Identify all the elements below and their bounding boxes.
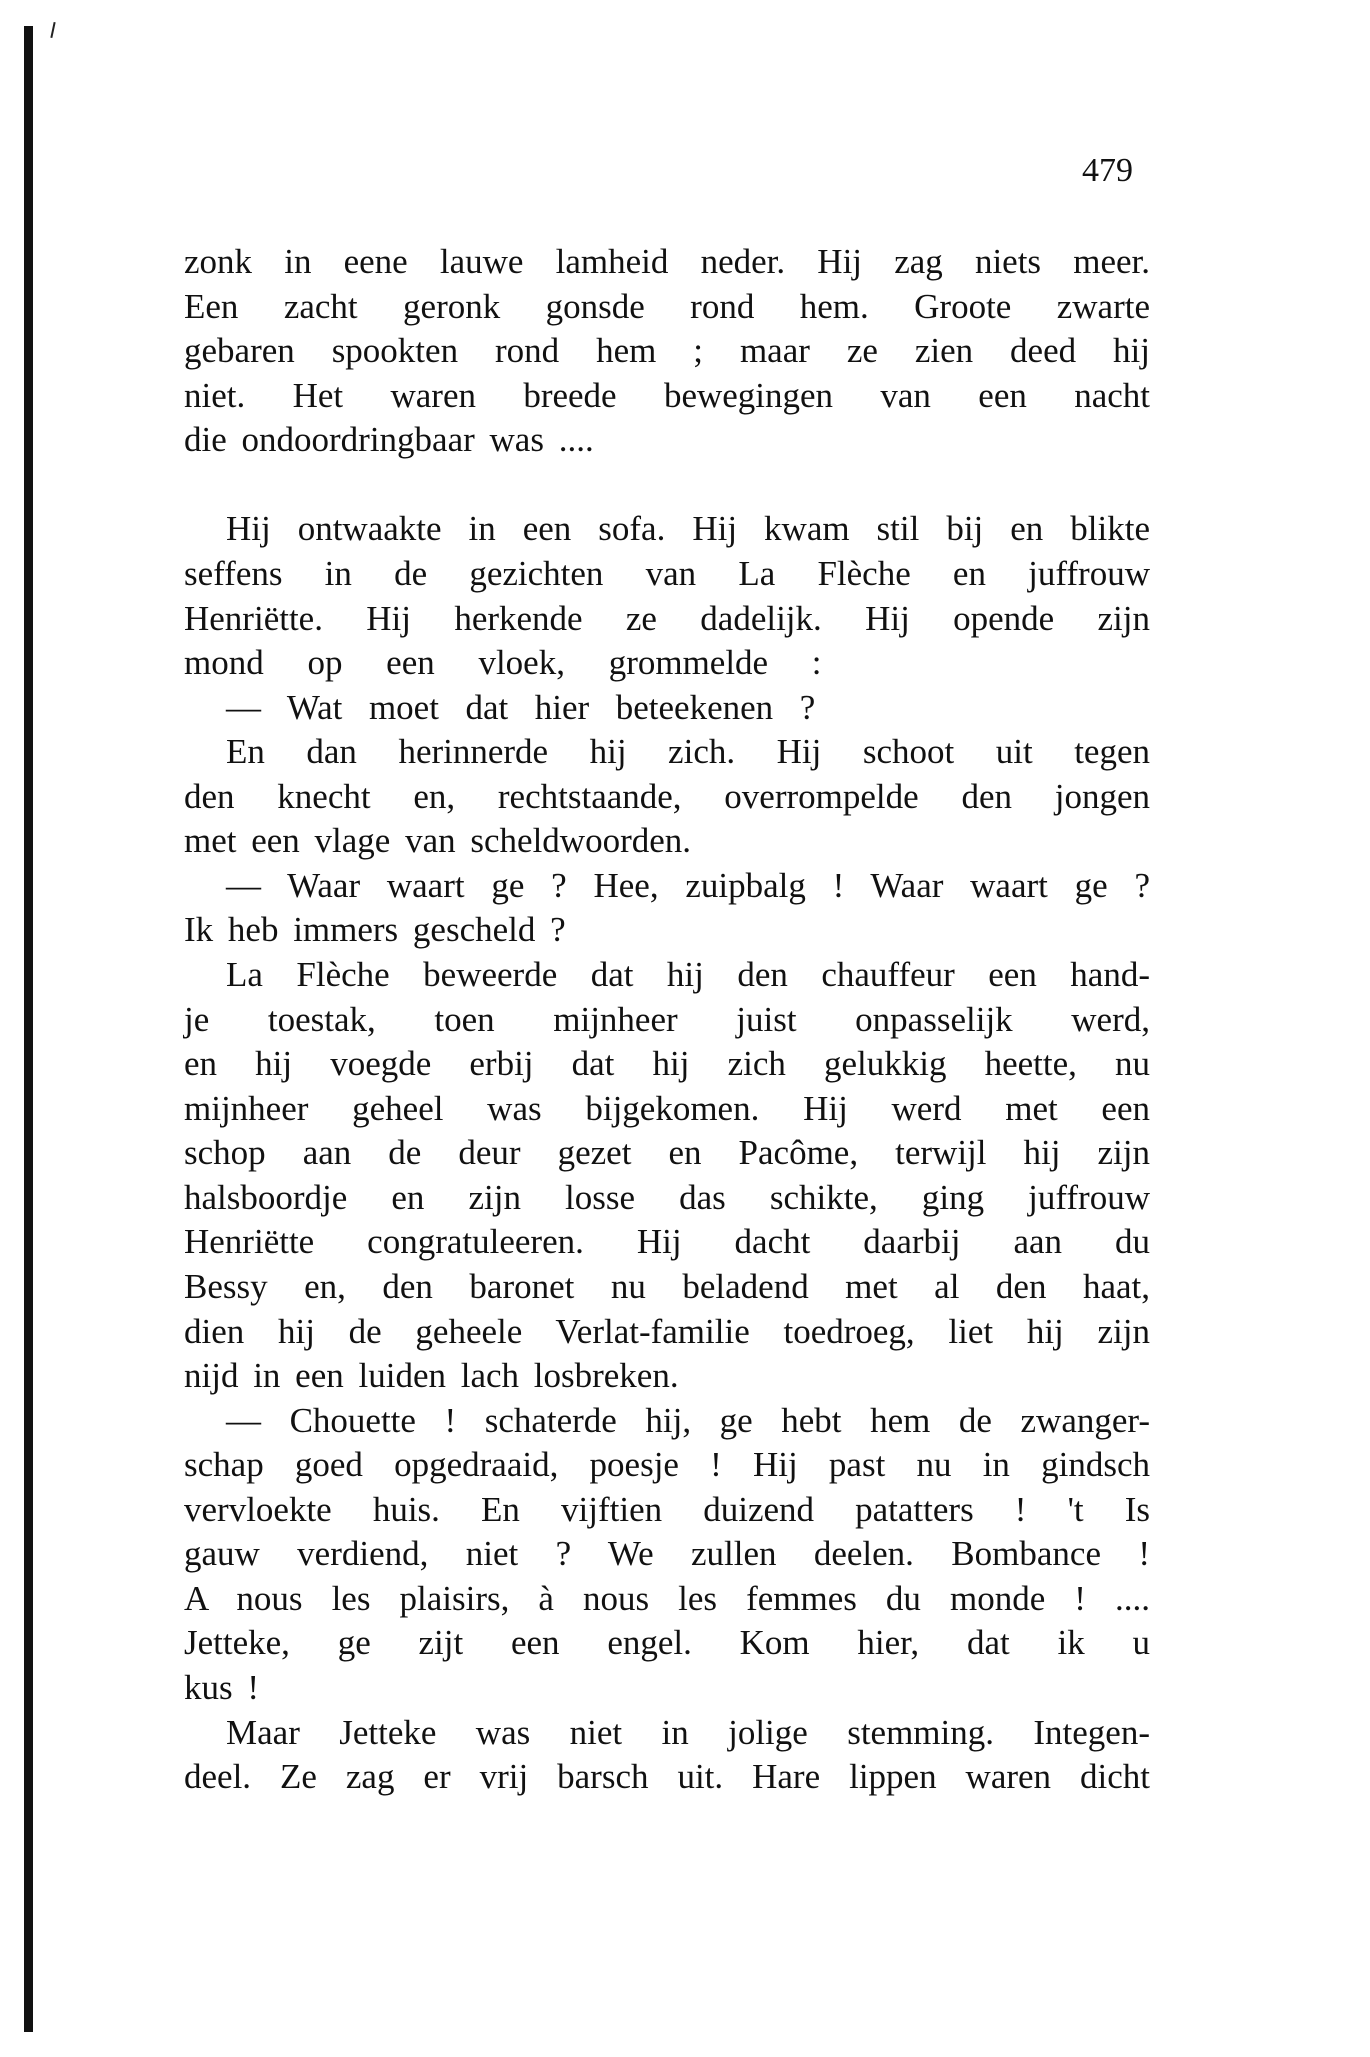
text-line: den knecht en, rechtstaande, overrompelde den jongen	[184, 776, 1150, 816]
text-line: deel. Ze zag er vrij barsch uit. Hare lippen waren dicht	[184, 1757, 1150, 1797]
text-line: zonk in eene lauwe lamheid neder. Hij zag niets meer.	[184, 242, 1150, 281]
text-line: mond op een vloek, grommelde :	[184, 643, 822, 683]
text-line: Een zacht geronk gonsde rond hem. Groote zwarte	[184, 286, 1150, 326]
text-line: gauw verdiend, niet ? We zullen deelen. Bombance !	[184, 1534, 1150, 1574]
text-line: Ik heb immers gescheld ?	[184, 910, 566, 950]
text-line: Hij ontwaakte in een sofa. Hij kwam stil bij en blikte	[226, 509, 1150, 549]
text-line: kus !	[184, 1668, 260, 1707]
text-line: die ondoordringbaar was ....	[184, 420, 594, 460]
text-line: Maar Jetteke was niet in jolige stemming. Integen-	[226, 1712, 1150, 1752]
text-line: Henriëtte congratuleeren. Hij dacht daarbij aan du	[184, 1222, 1150, 1262]
text-line: schap goed opgedraaid, poesje ! Hij past nu in gindsch	[184, 1445, 1150, 1485]
text-line: Henriëtte. Hij herkende ze dadelijk. Hij opende zijn	[184, 598, 1150, 638]
text-line: je toestak, toen mijnheer juist onpasselijk werd,	[184, 999, 1150, 1039]
text-line: niet. Het waren breede bewegingen van een nacht	[184, 375, 1150, 415]
page-edge-shadow	[24, 26, 33, 2032]
scan-mark	[50, 22, 55, 38]
text-line: Jetteke, ge zijt een engel. Kom hier, dat ik u	[184, 1623, 1150, 1663]
text-line: La Flèche beweerde dat hij den chauffeur een hand-	[226, 955, 1150, 994]
text-line: mijnheer geheel was bijgekomen. Hij werd met een	[184, 1088, 1150, 1128]
text-line: — Chouette ! schaterde hij, ge hebt hem de zwanger-	[226, 1400, 1150, 1440]
text-line: seffens in de gezichten van La Flèche en juffrouw	[184, 553, 1150, 593]
body-text	[184, 240, 1150, 1800]
text-line: — Wat moet dat hier beteekenen ?	[226, 687, 816, 727]
text-line: schop aan de deur gezet en Pacôme, terwijl hij zijn	[184, 1133, 1150, 1173]
text-line: — Waar waart ge ? Hee, zuipbalg ! Waar waart ge ?	[226, 865, 1150, 905]
text-line: gebaren spookten rond hem ; maar ze zien deed hij	[184, 331, 1150, 371]
text-line: En dan herinnerde hij zich. Hij schoot uit tegen	[226, 732, 1150, 772]
text-line: vervloekte huis. En vijftien duizend patatters ! 't Is	[184, 1489, 1150, 1529]
text-line: dien hij de geheele Verlat-familie toedroeg, liet hij zijn	[184, 1311, 1150, 1351]
text-line: halsboordje en zijn losse das schikte, ging juffrouw	[184, 1177, 1150, 1217]
text-line: Bessy en, den baronet nu beladend met al den haat,	[184, 1266, 1150, 1306]
text-line: met een vlage van scheldwoorden.	[184, 821, 692, 861]
page-number: 479	[1082, 152, 1133, 189]
text-line: A nous les plaisirs, à nous les femmes du monde ! ....	[184, 1578, 1150, 1618]
text-line: nijd in een luiden lach losbreken.	[184, 1356, 679, 1396]
blank-line	[184, 463, 1150, 508]
text-line: en hij voegde erbij dat hij zich gelukkig heette, nu	[184, 1044, 1150, 1084]
